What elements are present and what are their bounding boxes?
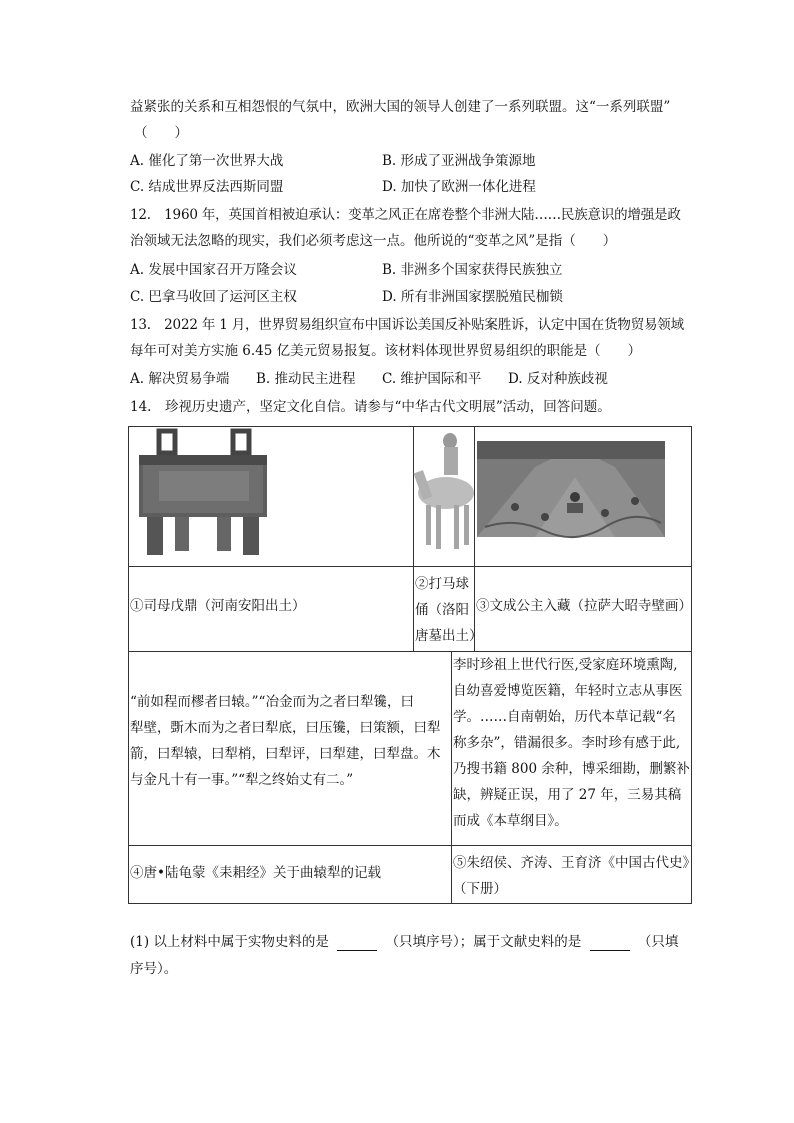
q12-stem-line2: 治领域无法忽略的现实，我们必须考虑这一点。他所说的“变革之风”是指（ ）: [130, 233, 617, 249]
q11-stem-tail: 益紧张的关系和互相怨恨的气氛中，欧洲大国的领导人创建了一系列联盟。这“一系列联盟”: [130, 99, 671, 115]
q13-option-b: B. 推动民主进程: [256, 371, 356, 387]
q12-option-a: A. 发展中国家召开万隆会议: [130, 262, 297, 278]
caption-bencao: [453, 850, 696, 902]
caption-polo-line1: ②打马球: [415, 576, 469, 592]
caption-cell-4: [128, 845, 452, 904]
text-cell-plough: [128, 651, 452, 846]
bencao-line-3: 学。……自南朝始，历代本草记载“名: [453, 709, 676, 725]
bencao-line-7: 而成《本草纲目》。: [453, 813, 568, 829]
plough-line-3: 箭，曰犁辕，曰犁梢，曰犁评，曰犁建，曰犁盘。木: [130, 746, 441, 762]
caption-polo-line3: 唐墓出土）: [415, 628, 483, 644]
q11-option-c: C. 结成世界反法西斯同盟: [130, 179, 284, 195]
image-cell-polo: [413, 426, 475, 567]
q14-stem: 14. 珍视历史遗产，坚定文化自信。请参与“中华古代文明展”活动，回答问题。: [130, 399, 611, 415]
q14-sub1-line1: [130, 933, 678, 951]
q13-stem-line1: 13. 2022 年 1 月，世界贸易组织宣布中国诉讼美国反补贴案胜诉，认定中国在货物贸易领域: [130, 317, 684, 333]
q11-option-a: A. 催化了第一次世界大战: [130, 153, 284, 169]
bencao-text: [453, 652, 690, 834]
bencao-line-1: 李时珍祖上世代行医,受家庭环境熏陶,: [453, 657, 678, 673]
plough-line-1: “前如程而樛者曰辕。”“冶金而为之者曰犁镵，曰: [130, 694, 414, 710]
sub1-text-b: （只填序号）；属于文献史料的是: [385, 934, 582, 950]
q13-stem-line2: 每年可对美方实施 6.45 亿美元贸易报复。该材料体现世界贸易组织的职能是（ ）: [130, 343, 642, 359]
caption-cell-2: [413, 566, 483, 652]
answer-blank-physical[interactable]: [337, 936, 377, 951]
q12-option-b: B. 非洲多个国家获得民族独立: [382, 262, 563, 278]
caption-cell-3: [474, 566, 692, 652]
answer-blank-documentary[interactable]: [590, 936, 630, 951]
q13-option-d: D. 反对种族歧视: [508, 371, 608, 387]
polo-figurine-image: [414, 427, 474, 566]
caption-cell-5: [451, 845, 696, 904]
q13-option-c: C. 维护国际和平: [382, 371, 482, 387]
caption-polo-line2: 俑（洛阳: [415, 602, 469, 618]
caption-plough: ④唐•陆龟蒙《耒耜经》关于曲辕犁的记载: [130, 865, 381, 881]
caption-bencao-line2: （下册）: [453, 881, 507, 897]
image-cell-ding: [128, 426, 414, 567]
sub1-text-a: (1) 以上材料中属于实物史料的是: [130, 934, 329, 950]
q14-sub1-line2: 序号）。: [130, 961, 178, 977]
q11-option-d: D. 加快了欧洲一体化进程: [382, 179, 536, 195]
caption-mural: ③文成公主入藏（拉萨大昭寺壁画）: [476, 598, 692, 614]
caption-polo: [415, 571, 483, 649]
q12-option-c: C. 巴拿马收回了运河区主权: [130, 289, 297, 305]
q13-option-a: A. 解决贸易争端: [130, 371, 230, 387]
caption-ding: ①司母戊鼎（河南安阳出土）: [130, 598, 306, 614]
text-cell-bencao: [451, 651, 692, 846]
image-cell-mural: [474, 426, 692, 567]
wencheng-mural-image: [475, 427, 691, 566]
q12-stem-line1: 12. 1960 年，英国首相被迫承认：变革之风正在席卷整个非洲大陆……民族意识的增强是政: [130, 207, 681, 223]
plough-line-2: 犁壁，斲木而为之者曰犁底，曰压镵，曰策额，曰犁: [130, 720, 441, 736]
bencao-line-6: 缺，辨疑正误，用了 27 年，三易其稿: [453, 787, 682, 803]
q11-answer-bracket: （ ）: [134, 125, 188, 141]
bencao-line-2: 自幼喜爱博览医籍，年轻时立志从事医: [453, 683, 683, 699]
bencao-line-4: 称多杂”，错漏很多。李时珍有感于此,: [453, 735, 681, 751]
caption-bencao-line1: ⑤朱绍侯、齐涛、王育济《中国古代史》: [453, 855, 696, 871]
sub1-text-c: （只填: [637, 934, 679, 950]
plough-line-4: 与金凡十有一事。”“犁之终始丈有二。”: [130, 772, 354, 788]
simuwu-ding-image: [129, 427, 413, 566]
bencao-line-5: 乃搜书籍 800 余种，博采细勘，删繁补: [453, 761, 690, 777]
plough-record-text: [130, 689, 441, 793]
caption-cell-1: [128, 566, 414, 652]
q12-option-d: D. 所有非洲国家摆脱殖民枷锁: [382, 289, 563, 305]
q11-option-b: B. 形成了亚洲战争策源地: [382, 153, 536, 169]
